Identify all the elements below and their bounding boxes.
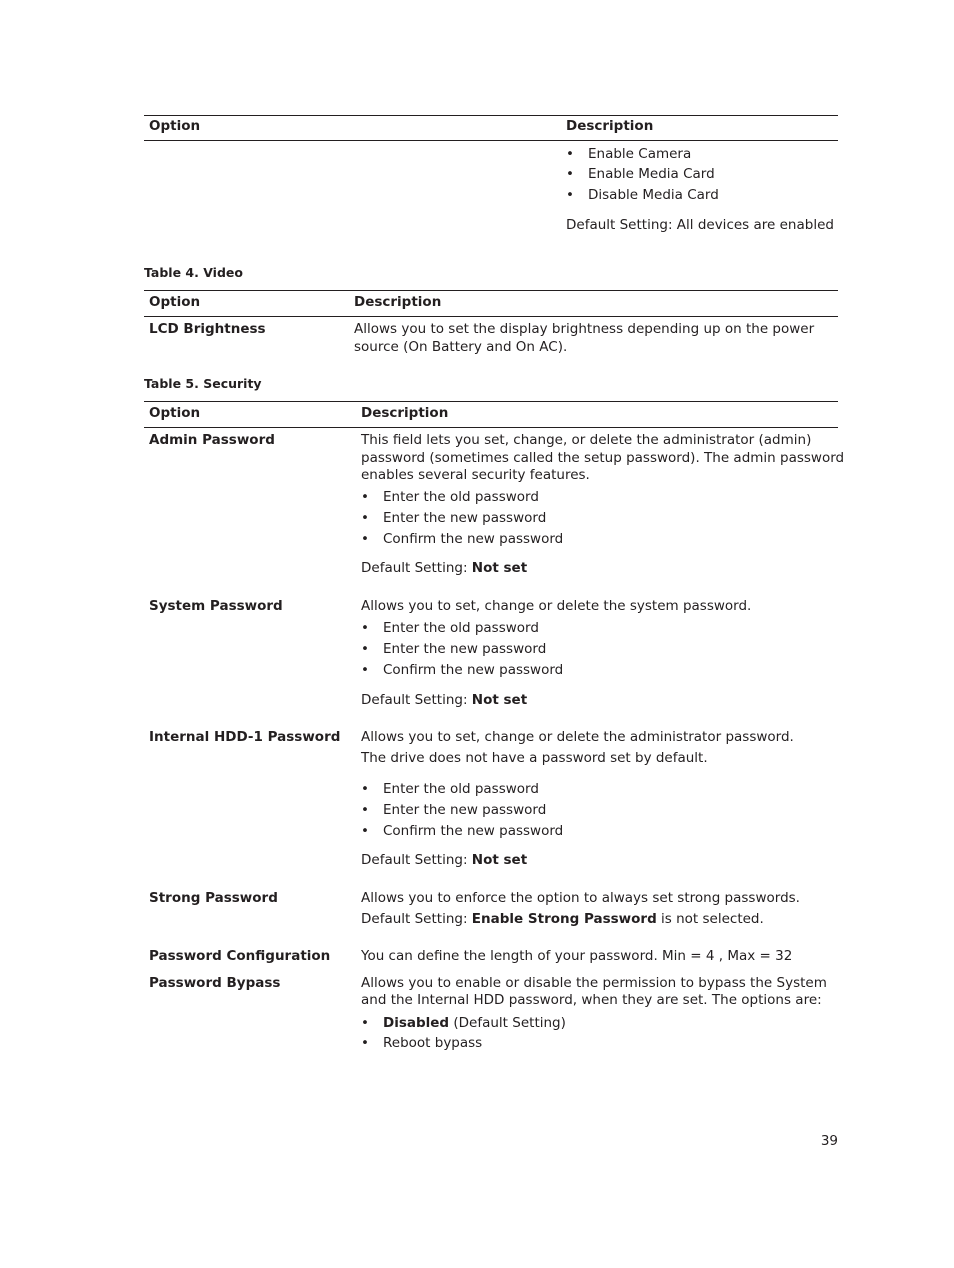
default-setting-label: Default Setting: bbox=[361, 852, 472, 868]
column-header-description: Description bbox=[354, 294, 442, 310]
option-strong-password: Strong Password bbox=[149, 890, 278, 906]
bullet-icon: • bbox=[361, 1015, 369, 1031]
description-line: enables several security features. bbox=[361, 467, 590, 483]
default-setting-value: Not set bbox=[471, 560, 528, 576]
default-setting bbox=[361, 910, 764, 928]
bullet-icon: • bbox=[361, 620, 369, 636]
default-setting-suffix: is not selected. bbox=[656, 911, 764, 927]
option-admin-password: Admin Password bbox=[149, 432, 275, 448]
page-number: 39 bbox=[820, 1133, 838, 1149]
list-item: Disable Media Card bbox=[588, 187, 719, 203]
list-item: Enter the new password bbox=[383, 802, 547, 818]
option-lcd-brightness: LCD Brightness bbox=[149, 321, 266, 337]
header-rule bbox=[144, 427, 838, 428]
list-item: Enter the old password bbox=[383, 781, 539, 797]
bypass-option-disabled: Disabled bbox=[383, 1015, 450, 1031]
bullet-icon: • bbox=[361, 802, 369, 818]
header-rule bbox=[144, 316, 838, 317]
column-header-description: Description bbox=[361, 405, 449, 421]
default-setting-label: Default Setting: bbox=[361, 560, 472, 576]
description-line: Allows you to set, change or delete the administrator password. bbox=[361, 729, 794, 745]
description-line: Allows you to set, change or delete the system password. bbox=[361, 598, 752, 614]
default-setting-value: Not set bbox=[471, 852, 528, 868]
table-top-rule bbox=[144, 115, 838, 116]
description-line: source (On Battery and On AC). bbox=[354, 339, 568, 355]
bullet-icon: • bbox=[361, 510, 369, 526]
bullet-icon: • bbox=[361, 641, 369, 657]
list-item: Enter the new password bbox=[383, 641, 547, 657]
list-item: Enter the old password bbox=[383, 620, 539, 636]
bullet-icon: • bbox=[361, 662, 369, 678]
option-internal-hdd-password: Internal HDD-1 Password bbox=[149, 729, 341, 745]
description-line: Allows you to enforce the option to always set strong passwords. bbox=[361, 890, 800, 906]
default-setting-value: Enable Strong Password bbox=[471, 911, 657, 927]
list-item bbox=[383, 1014, 566, 1032]
list-item: Confirm the new password bbox=[383, 531, 564, 547]
table-caption-security: Table 5. Security bbox=[144, 376, 262, 391]
description-line: This field lets you set, change, or delete the administrator (admin) bbox=[361, 432, 812, 448]
option-password-configuration: Password Configuration bbox=[149, 948, 331, 964]
default-setting bbox=[361, 559, 527, 577]
default-setting-value: Not set bbox=[471, 692, 528, 708]
bullet-icon: • bbox=[566, 166, 574, 182]
default-setting bbox=[361, 691, 527, 709]
bullet-icon: • bbox=[566, 187, 574, 203]
list-item: Enter the new password bbox=[383, 510, 547, 526]
description-line: and the Internal HDD password, when they are set. The options are: bbox=[361, 992, 822, 1008]
bullet-icon: • bbox=[361, 489, 369, 505]
description-line: Allows you to enable or disable the permission to bypass the System bbox=[361, 975, 827, 991]
default-setting: Default Setting: All devices are enabled bbox=[566, 217, 834, 233]
option-system-password: System Password bbox=[149, 598, 283, 614]
default-setting bbox=[361, 851, 527, 869]
list-item: Enable Camera bbox=[588, 146, 692, 162]
column-header-option: Option bbox=[149, 118, 201, 134]
list-item: Confirm the new password bbox=[383, 823, 564, 839]
table-caption-video: Table 4. Video bbox=[144, 265, 243, 280]
description-line: password (sometimes called the setup password). The admin password bbox=[361, 450, 845, 466]
column-header-option: Option bbox=[149, 294, 201, 310]
default-setting-label: Default Setting: bbox=[361, 911, 472, 927]
table-top-rule bbox=[144, 401, 838, 402]
default-setting-label: Default Setting: bbox=[361, 692, 472, 708]
list-item: Enable Media Card bbox=[588, 166, 715, 182]
table-top-rule bbox=[144, 290, 838, 291]
description-line: You can define the length of your password. Min = 4 , Max = 32 bbox=[361, 948, 793, 964]
bullet-icon: • bbox=[361, 781, 369, 797]
header-rule bbox=[144, 140, 838, 141]
option-password-bypass: Password Bypass bbox=[149, 975, 281, 991]
list-item: Confirm the new password bbox=[383, 662, 564, 678]
bullet-icon: • bbox=[361, 823, 369, 839]
list-item: Enter the old password bbox=[383, 489, 539, 505]
bullet-icon: • bbox=[361, 531, 369, 547]
description-line: The drive does not have a password set by default. bbox=[361, 750, 708, 766]
column-header-option: Option bbox=[149, 405, 201, 421]
bypass-option-disabled-note: (Default Setting) bbox=[449, 1015, 566, 1031]
bullet-icon: • bbox=[361, 1035, 369, 1051]
bullet-icon: • bbox=[566, 146, 574, 162]
description-line: Allows you to set the display brightness depending up on the power bbox=[354, 321, 815, 337]
list-item: Reboot bypass bbox=[383, 1035, 483, 1051]
column-header-description: Description bbox=[566, 118, 654, 134]
